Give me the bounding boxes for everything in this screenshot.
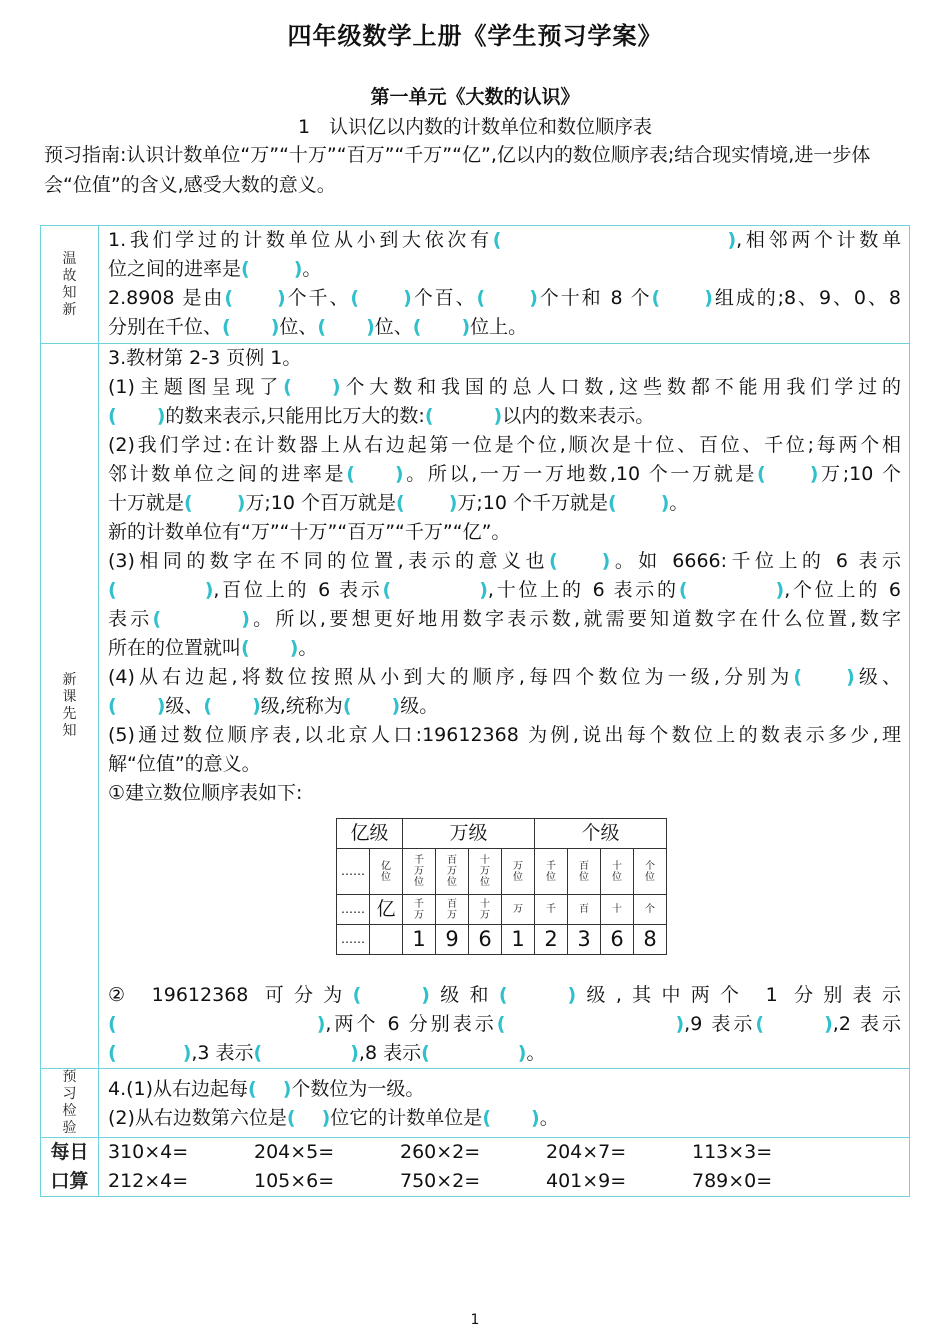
position-cell: 个位: [645, 860, 655, 883]
position-cell: 千位: [546, 860, 556, 883]
unit-cell: 千: [535, 895, 568, 925]
calc-item: 113×3=: [692, 1141, 773, 1163]
dots-cell: ……: [337, 895, 370, 925]
preview-guide: 预习指南:认识计数单位“万”“十万”“百万”“千万”“亿”,亿以内的数位顺序表;结合现实情境,进一步体会“位值”的含义,感受大数的意义。: [44, 144, 871, 196]
place-value-table: [336, 818, 667, 955]
review-q2-line1: 2.8908 是由( )个千、( )个百、( )个十和 8 个( )组成的;8、9、0、8: [108, 287, 901, 309]
level-ge: 个级: [535, 819, 667, 849]
worksheet-frame: [40, 225, 910, 1197]
position-cell: 十位: [612, 860, 622, 883]
new-line-17: ② 19612368 可分为( )级和( )级,其中两个 1 分别表示: [108, 984, 901, 1006]
calc-item: 204×7=: [546, 1141, 627, 1163]
calc-row-1: [108, 1138, 901, 1167]
review-q2-line2: 分别在千位、( )位、( )位、( )位上。: [108, 316, 528, 338]
position-cell: 百万位: [447, 855, 457, 888]
calc-item: 105×6=: [254, 1170, 335, 1192]
position-cell: 百位: [579, 860, 589, 883]
calc-item: 260×2=: [400, 1141, 481, 1163]
digit-cell: 1: [502, 925, 535, 955]
digit-cell: 6: [469, 925, 502, 955]
new-line-2: (1)主题图呈现了( )个大数和我国的总人口数,这些数都不能用我们学过的: [108, 376, 901, 398]
new-line-9: ( ),百位上的 6 表示( ),十位上的 6 表示的( ),个位上的 6: [108, 579, 901, 601]
unit-cell: 亿: [370, 895, 403, 925]
unit-title: 第一单元《大数的认识》: [370, 86, 580, 108]
calc-item: 310×4=: [108, 1141, 189, 1163]
calc-label: 每日口算: [41, 1138, 99, 1196]
page-number: 1: [470, 1312, 480, 1328]
lesson-title: 1 认识亿以内数的计数单位和数位顺序表: [297, 116, 653, 138]
level-yi: 亿级: [337, 819, 403, 849]
check-section: [41, 1068, 909, 1137]
digit-cell: 6: [601, 925, 634, 955]
calc-item: 212×4=: [108, 1170, 189, 1192]
new-line-18: ( ),两个 6 分别表示( ),9 表示( ),2 表示: [108, 1013, 902, 1035]
new-line-11: 所在的位置就叫( )。: [108, 637, 318, 659]
unit-cell: 万: [502, 895, 535, 925]
position-cell: 千万位: [414, 855, 424, 888]
position-cell: 十万位: [480, 855, 490, 888]
digit-cell: 8: [634, 925, 667, 955]
position-cell: 万位: [513, 860, 523, 883]
calc-section: [41, 1137, 909, 1196]
unit-cell: 个: [634, 895, 667, 925]
check-label: 预习检验: [41, 1069, 99, 1137]
unit-cell: 百万: [447, 898, 457, 921]
new-lesson-section: [41, 343, 909, 1068]
unit-cell: 百: [568, 895, 601, 925]
calc-item: 750×2=: [400, 1170, 481, 1192]
review-q1-line1: 1.我们学过的计数单位从小到大依次有( ),相邻两个计数单: [108, 229, 901, 251]
review-q1-line2: 位之间的进率是( )。: [108, 258, 322, 280]
calc-item: 204×5=: [254, 1141, 335, 1163]
calc-row-2: [108, 1167, 901, 1196]
new-line-8: (3)相同的数字在不同的位置,表示的意义也( )。如 6666:千位上的 6 表示: [108, 550, 901, 572]
new-line-15: 解“位值”的意义。: [108, 753, 261, 775]
digit-cell: 1: [403, 925, 436, 955]
new-line-14: (5)通过数位顺序表,以北京人口:19612368 为例,说出每个数位上的数表示多少,理: [108, 724, 901, 746]
new-line-3: ( )的数来表示,只能用比万大的数:( )以内的数来表示。: [108, 405, 655, 427]
unit-cell: 十万: [480, 898, 490, 921]
digit-cell: 2: [535, 925, 568, 955]
new-line-12: (4)从右边起,将数位按照从小到大的顺序,每四个数位为一级,分别为( )级、: [108, 666, 901, 688]
unit-cell: 十: [601, 895, 634, 925]
position-cell: 亿位: [381, 860, 391, 883]
new-line-13: ( )级、( )级,统称为( )级。: [108, 695, 439, 717]
new-line-4: (2)我们学过:在计数器上从右边起第一位是个位,顺次是十位、百位、千位;每两个相: [108, 434, 901, 456]
digit-cell: 3: [568, 925, 601, 955]
new-line-6: 十万就是( )万;10 个百万就是( )万;10 个千万就是( )。: [108, 492, 689, 514]
digit-cell: 9: [436, 925, 469, 955]
new-line-19: ( ),3 表示( ),8 表示( )。: [108, 1042, 546, 1064]
page-title: 四年级数学上册《学生预习学案》: [287, 22, 663, 50]
new-lesson-label: 新课先知: [41, 344, 99, 1068]
new-line-7: 新的计数单位有“万”“十万”“百万”“千万”“亿”。: [108, 521, 511, 543]
level-wan: 万级: [403, 819, 535, 849]
new-line-16: ①建立数位顺序表如下:: [108, 782, 303, 804]
new-line-1: 3.教材第 2-3 页例 1。: [108, 347, 302, 369]
review-label: 温故知新: [41, 226, 99, 343]
unit-cell: 千万: [414, 898, 424, 921]
calc-item: 789×0=: [692, 1170, 773, 1192]
new-line-10: 表示( )。所以,要想更好地用数字表示数,就需要知道数字在什么位置,数字: [108, 608, 901, 630]
review-section: [41, 226, 909, 343]
digit-cell: [370, 925, 403, 955]
calc-item: 401×9=: [546, 1170, 627, 1192]
new-line-5: 邻计数单位之间的进率是( )。所以,一万一万地数,10 个一万就是( )万;10 个: [108, 463, 901, 485]
check-line-2: (2)从右边数第六位是( )位它的计数单位是( )。: [108, 1107, 559, 1129]
check-line-1: 4.(1)从右边起每( )个数位为一级。: [108, 1078, 425, 1100]
dots-cell: ……: [337, 925, 370, 955]
dots-cell: ……: [337, 849, 370, 895]
